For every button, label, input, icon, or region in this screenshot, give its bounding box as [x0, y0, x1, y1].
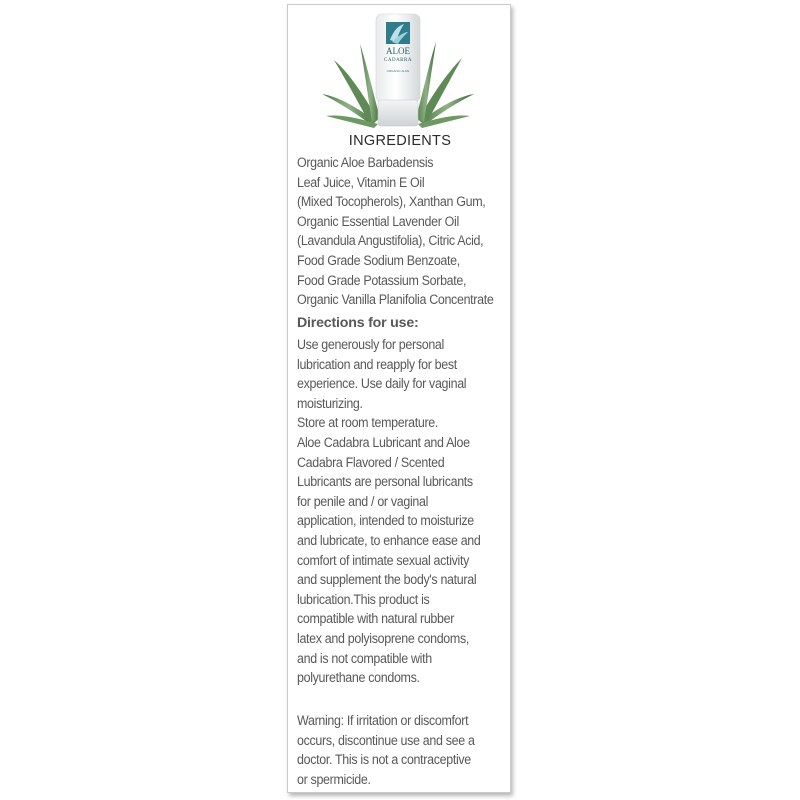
directions-line: Aloe Cadabra Lubricant and Aloe	[297, 434, 470, 450]
ingredient-line: Organic Aloe Barbadensis	[297, 155, 434, 170]
directions-line: and supplement the body's natural	[297, 572, 477, 588]
directions-line: application, intended to moisturize	[297, 513, 474, 529]
brand-line1: ALOE	[386, 46, 410, 56]
ingredient-line: Organic Essential Lavender Oil	[297, 213, 459, 229]
directions-line: and lubricate, to enhance ease and	[297, 532, 481, 548]
directions-line: experience. Use daily for vaginal	[297, 376, 467, 392]
ingredients-heading: INGREDIENTS	[348, 133, 452, 149]
directions-text	[297, 335, 496, 688]
warning-line: Warning: If irritation or discomfort	[297, 713, 469, 728]
ingredient-line: Food Grade Potassium Sorbate,	[297, 272, 467, 288]
directions-line: comfort of intimate sexual activity	[297, 552, 470, 568]
warning-line: occurs, discontinue use and see a	[297, 732, 475, 748]
directions-line: Cadabra Flavored / Scented	[297, 454, 445, 470]
directions-title: Directions for use:	[297, 315, 419, 331]
directions-line: Use generously for personal	[297, 337, 444, 352]
directions-line: latex and polyisoprene condoms,	[297, 630, 469, 646]
bottle	[376, 14, 420, 126]
directions-line: for penile and / or vaginal	[297, 493, 429, 509]
directions-line: compatible with natural rubber	[297, 611, 455, 627]
directions-line: and is not compatible with	[297, 650, 432, 666]
ingredient-line: Organic Vanilla Planifolia Concentrate	[297, 292, 494, 308]
directions-line: lubrication.This product is	[297, 591, 430, 607]
warning-line: doctor. This is not a contraceptive	[297, 752, 471, 768]
brand-line2: CADABRA	[384, 58, 412, 63]
product-info-panel	[287, 4, 511, 793]
ingredient-line: Leaf Juice, Vitamin E Oil	[297, 174, 425, 190]
ingredient-line: Food Grade Sodium Benzoate,	[297, 252, 460, 268]
ingredients-list	[297, 153, 496, 310]
directions-line: lubrication and reapply for best	[297, 356, 457, 372]
directions-line: Lubricants are personal lubricants	[297, 474, 473, 490]
product-variant: ORGANIC ALOE	[386, 69, 410, 73]
ingredient-line: (Mixed Tocopherols), Xanthan Gum,	[297, 194, 486, 210]
ingredient-line: (Lavandula Angustifolia), Citric Acid,	[297, 233, 484, 249]
warning-text	[297, 711, 496, 789]
directions-line: polyurethane condoms.	[297, 670, 420, 686]
directions-line: moisturizing.	[297, 395, 363, 411]
warning-line: or spermicide.	[297, 771, 371, 787]
product-image	[318, 10, 478, 130]
directions-line: Store at room temperature.	[297, 415, 439, 431]
